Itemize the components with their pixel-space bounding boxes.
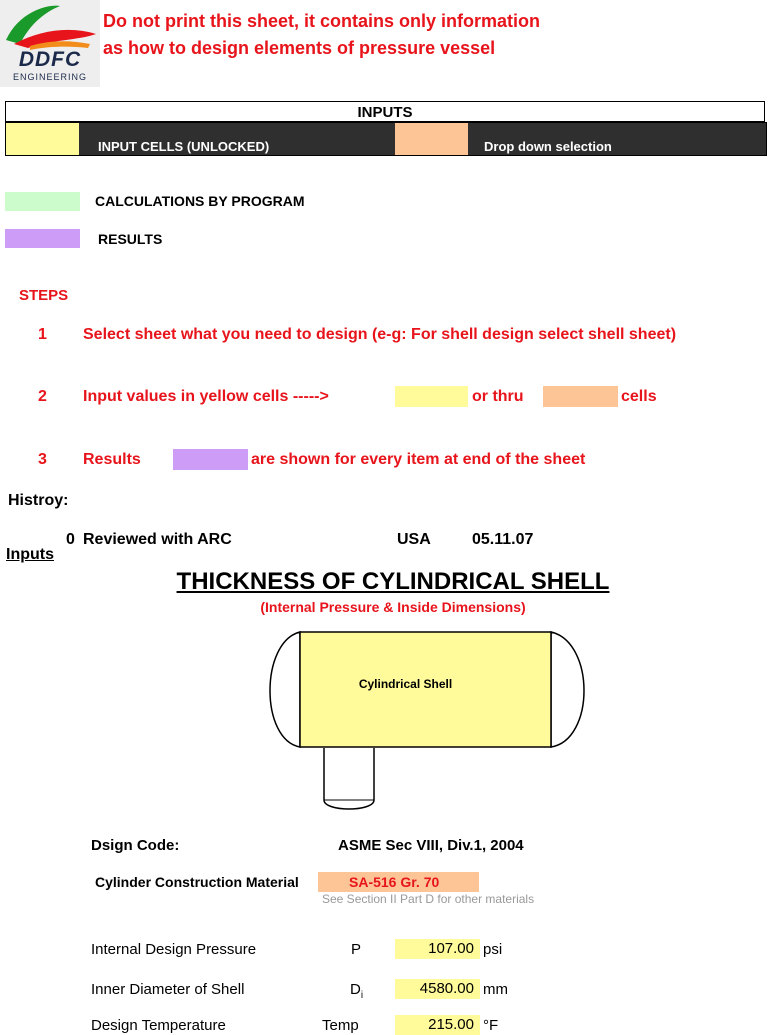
step-3-end: are shown for every item at end of the sheet xyxy=(251,451,586,468)
step-3-number: 3 xyxy=(38,451,47,468)
inputs-header: INPUTS xyxy=(5,101,765,122)
param-unit: psi xyxy=(483,941,503,958)
step-3-purple-swatch xyxy=(173,449,248,470)
step-2-orange-swatch xyxy=(543,386,618,407)
param-label: Inner Diameter of Shell xyxy=(91,981,245,998)
step-2-yellow-swatch xyxy=(395,386,468,407)
param-symbol: P xyxy=(351,941,362,958)
param-label: Design Temperature xyxy=(91,1017,226,1034)
diameter-input[interactable]: 4580.00 xyxy=(395,979,480,999)
design-code-label: Dsign Code: xyxy=(91,837,180,854)
step-2-end: cells xyxy=(621,388,657,405)
pressure-input[interactable]: 107.00 xyxy=(395,939,480,959)
vessel-diagram xyxy=(260,628,595,818)
step-2-number: 2 xyxy=(38,388,47,405)
notice xyxy=(103,8,540,62)
history-location: USA xyxy=(397,531,431,548)
page-subtitle: (Internal Pressure & Inside Dimensions) xyxy=(260,599,526,615)
page-title-text: THICKNESS OF CYLINDRICAL SHELL xyxy=(176,568,610,595)
param-symbol: $D_i$ xyxy=(350,981,364,1001)
notice-line-2: as how to design elements of pressure vessel xyxy=(103,38,496,58)
history-date: 05.11.07 xyxy=(472,531,534,548)
temperature-input[interactable]: 215.00 xyxy=(395,1015,480,1035)
step-1-text: Select sheet what you need to design (e-g: For shell design select shell sheet) xyxy=(83,326,677,343)
left-head-icon xyxy=(270,632,300,747)
history-label: Histroy: xyxy=(8,492,69,509)
logo-subtext: ENGINEERING xyxy=(12,72,87,82)
dropdown-label: Drop down selection xyxy=(484,139,612,154)
step-2-mid: or thru xyxy=(472,388,524,405)
input-cell-swatch xyxy=(6,123,79,155)
calculations-label: CALCULATIONS BY PROGRAM xyxy=(95,193,305,209)
results-swatch xyxy=(5,229,80,248)
history-desc: Reviewed with ARC xyxy=(83,531,232,548)
material-dropdown[interactable]: SA-516 Gr. 70 xyxy=(318,872,479,892)
design-code-value: ASME Sec VIII, Div.1, 2004 xyxy=(338,837,524,854)
param-unit: mm xyxy=(483,981,508,998)
calculation-swatch xyxy=(5,192,80,211)
logo-text: DDFC xyxy=(18,48,82,71)
material-note: See Section II Part D for other materials xyxy=(322,892,535,906)
step-2-text: Input values in yellow cells -----> xyxy=(83,388,329,405)
step-1-number: 1 xyxy=(38,326,47,343)
steps-title: STEPS xyxy=(19,287,69,304)
material-label: Cylinder Construction Material xyxy=(95,874,299,890)
step-3-text: Results xyxy=(83,451,141,468)
input-cells-label: INPUT CELLS (UNLOCKED) xyxy=(98,139,270,154)
page-title xyxy=(0,568,768,596)
right-head-icon xyxy=(551,632,584,747)
notice-line-1: Do not print this sheet, it contains only information xyxy=(103,11,541,31)
param-unit: °F xyxy=(483,1017,499,1034)
results-label: RESULTS xyxy=(98,231,163,247)
param-label: Internal Design Pressure xyxy=(91,941,257,958)
dropdown-swatch xyxy=(395,123,468,155)
param-symbol: Temp xyxy=(322,1017,359,1034)
inputs-section-label: Inputs xyxy=(6,546,54,563)
company-logo xyxy=(0,0,100,87)
diagram-label: Cylindrical Shell xyxy=(358,677,453,691)
history-rev: 0 xyxy=(66,531,75,548)
